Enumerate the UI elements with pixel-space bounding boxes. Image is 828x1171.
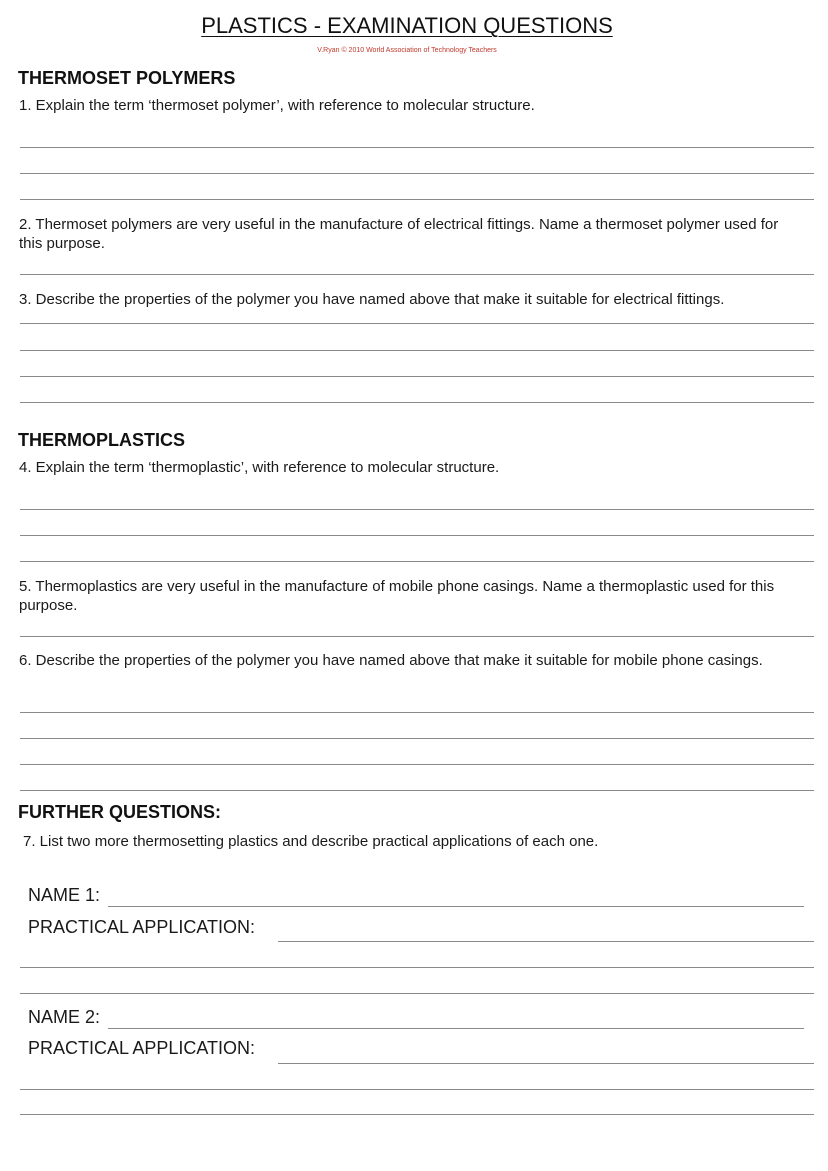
answer-line-q5-1[interactable] <box>20 636 814 637</box>
answer-line-q1-2[interactable] <box>20 173 814 174</box>
answer-line-q6-3[interactable] <box>20 764 814 765</box>
practical-application-1-label: PRACTICAL APPLICATION: <box>28 917 256 937</box>
answer-line-q4-2[interactable] <box>20 535 814 536</box>
answer-line-q1-3[interactable] <box>20 199 814 200</box>
application-2-answer-line-1[interactable] <box>278 1063 814 1064</box>
question-6: 6. Describe the properties of the polymer you have named above that make it suitable for mobile phone casings. <box>19 652 763 669</box>
name-2-answer-line[interactable] <box>108 1028 804 1029</box>
copyright-credit: V.Ryan © 2010 World Association of Technology Teachers <box>317 47 497 54</box>
answer-line-q3-4[interactable] <box>20 402 814 403</box>
name-2-label: NAME 2: <box>28 1007 101 1027</box>
answer-line-q4-3[interactable] <box>20 561 814 562</box>
section-heading-thermoset: THERMOSET POLYMERS <box>18 68 236 88</box>
question-5: 5. Thermoplastics are very useful in the manufacture of mobile phone casings. Name a thermoplastic used for this purpose. <box>19 578 775 614</box>
application-2-answer-line-2[interactable] <box>20 1089 814 1090</box>
answer-line-q6-1[interactable] <box>20 712 814 713</box>
question-1: 1. Explain the term ‘thermoset polymer’, with reference to molecular structure. <box>19 97 535 114</box>
answer-line-q3-3[interactable] <box>20 376 814 377</box>
question-3: 3. Describe the properties of the polymer you have named above that make it suitable for electrical fittings. <box>19 291 725 308</box>
question-7: 7. List two more thermosetting plastics and describe practical applications of each one. <box>23 833 599 850</box>
answer-line-q6-2[interactable] <box>20 738 814 739</box>
application-2-answer-line-3[interactable] <box>20 1114 814 1115</box>
application-1-answer-line-2[interactable] <box>20 967 814 968</box>
answer-line-q1-1[interactable] <box>20 147 814 148</box>
answer-line-q3-1[interactable] <box>20 323 814 324</box>
answer-line-q2-1[interactable] <box>20 274 814 275</box>
answer-line-q4-1[interactable] <box>20 509 814 510</box>
application-1-answer-line-1[interactable] <box>278 941 814 942</box>
section-heading-thermoplastics: THERMOPLASTICS <box>18 430 186 450</box>
answer-line-q3-2[interactable] <box>20 350 814 351</box>
worksheet-title: PLASTICS - EXAMINATION QUESTIONS <box>201 13 613 38</box>
question-4: 4. Explain the term ‘thermoplastic’, with reference to molecular structure. <box>19 459 500 476</box>
application-1-answer-line-3[interactable] <box>20 993 814 994</box>
name-1-answer-line[interactable] <box>108 906 804 907</box>
section-heading-further: FURTHER QUESTIONS: <box>18 802 222 822</box>
question-2: 2. Thermoset polymers are very useful in the manufacture of electrical fittings. Name a thermoset polymer used for this purpose. <box>19 216 779 252</box>
answer-line-q6-4[interactable] <box>20 790 814 791</box>
practical-application-2-label: PRACTICAL APPLICATION: <box>28 1038 256 1058</box>
name-1-label: NAME 1: <box>28 885 101 905</box>
